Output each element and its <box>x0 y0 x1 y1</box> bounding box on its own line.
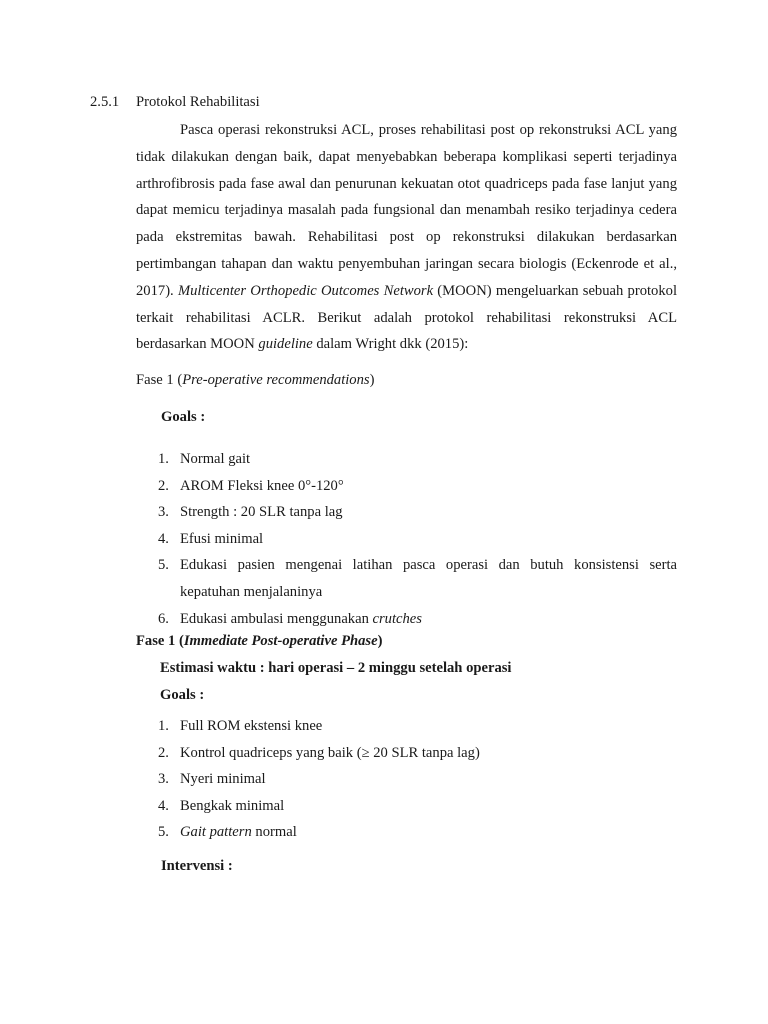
list-item-text: Nyeri minimal <box>180 771 266 787</box>
list-item-italic: Gait pattern <box>180 824 252 840</box>
list-item-number: 3. <box>158 771 169 787</box>
list-item-text: Efusi minimal <box>180 530 264 547</box>
phase1-heading <box>136 371 374 390</box>
phase1-heading-italic: Pre-operative recommendations <box>182 372 370 388</box>
list-item-italic: crutches <box>372 610 422 627</box>
intervention-label: Intervensi : <box>161 858 233 874</box>
list-item-text: AROM Fleksi knee 0°-120° <box>180 477 344 494</box>
list-item <box>158 446 677 473</box>
phase2-time-estimate: Estimasi waktu : hari operasi – 2 minggu setelah operasi <box>160 660 512 676</box>
list-item-number: 2. <box>158 477 169 494</box>
phase2-heading-italic: Immediate Post-operative Phase <box>183 633 378 649</box>
phase1-heading-prefix: Fase 1 ( <box>136 372 183 388</box>
phase2-goals-label: Goals : <box>160 687 205 703</box>
section-title: Protokol Rehabilitasi <box>136 94 260 110</box>
phase2-heading-suffix: ) <box>377 633 383 649</box>
list-item <box>158 713 677 740</box>
list-item-number: 6. <box>158 610 169 627</box>
phase2-heading-prefix: Fase 1 ( <box>136 633 184 649</box>
intro-paragraph <box>136 117 677 358</box>
list-item-text: normal <box>251 824 297 840</box>
paragraph-italic-1: Multicenter Orthopedic Outcomes Network <box>177 282 434 299</box>
list-item <box>158 606 677 633</box>
list-item <box>158 793 677 820</box>
paragraph-text-3: dalam Wright dkk (2015): <box>312 336 469 353</box>
list-item-number: 5. <box>158 824 169 840</box>
phase1-goals-label: Goals : <box>161 409 206 425</box>
list-item <box>158 819 677 846</box>
list-item <box>158 766 677 793</box>
list-item-text: Strength : 20 SLR tanpa lag <box>180 504 343 521</box>
list-item <box>158 740 677 767</box>
list-item-number: 1. <box>158 718 169 734</box>
list-item-text: Normal gait <box>180 451 251 467</box>
list-item <box>158 499 677 526</box>
list-item-number: 3. <box>158 504 169 521</box>
paragraph-text-2: (MOON) mengeluarkan sebuah protokol terkait rehabilitasi ACLR. Berikut adalah protokol rehabilitasi rekonstruksi ACL berdasarkan MOON <box>136 282 677 353</box>
list-item-number: 2. <box>158 744 169 761</box>
list-item <box>158 552 677 605</box>
paragraph-text-1: Pasca operasi rekonstruksi ACL, proses rehabilitasi post op rekonstruksi ACL yang tidak dilakukan dengan baik, dapat menyebabkan beberapa komplikasi seperti terjadinya arthrofibrosis pada fase awal dan penurunan kekuatan otot quadriceps pada fase lanjut yang dapat memicu terjadinya masalah pada fungsional dan menambah resiko terjadinya cedera pada ekstremitas bawah. Rehabilitasi post op rekonstruksi dilakukan berdasarkan pertimbangan tahapan dan waktu penyembuhan jaringan secara biologis (Eckenrode et al., 2017). <box>136 122 677 299</box>
list-item <box>158 473 677 500</box>
paragraph-italic-2: guideline <box>258 336 313 353</box>
phase1-goals-list <box>158 446 677 632</box>
list-item-number: 1. <box>158 451 169 467</box>
list-item-number: 4. <box>158 530 169 547</box>
list-item-text: Edukasi ambulasi menggunakan <box>180 610 373 627</box>
phase2-heading <box>136 632 382 651</box>
list-item-text: Bengkak minimal <box>180 797 285 814</box>
section-number: 2.5.1 <box>90 94 120 110</box>
phase2-goals-list <box>158 713 677 846</box>
phase1-heading-suffix: ) <box>369 372 375 388</box>
list-item-text: Edukasi pasien mengenai latihan pasca operasi dan butuh konsistensi serta kepatuhan menjalaninya <box>180 557 677 600</box>
list-item <box>158 526 677 553</box>
list-item-text: Kontrol quadriceps yang baik (≥ 20 SLR tanpa lag) <box>180 744 480 761</box>
list-item-text: Full ROM ekstensi knee <box>180 718 323 734</box>
list-item-number: 4. <box>158 797 169 814</box>
list-item-number: 5. <box>158 557 169 574</box>
